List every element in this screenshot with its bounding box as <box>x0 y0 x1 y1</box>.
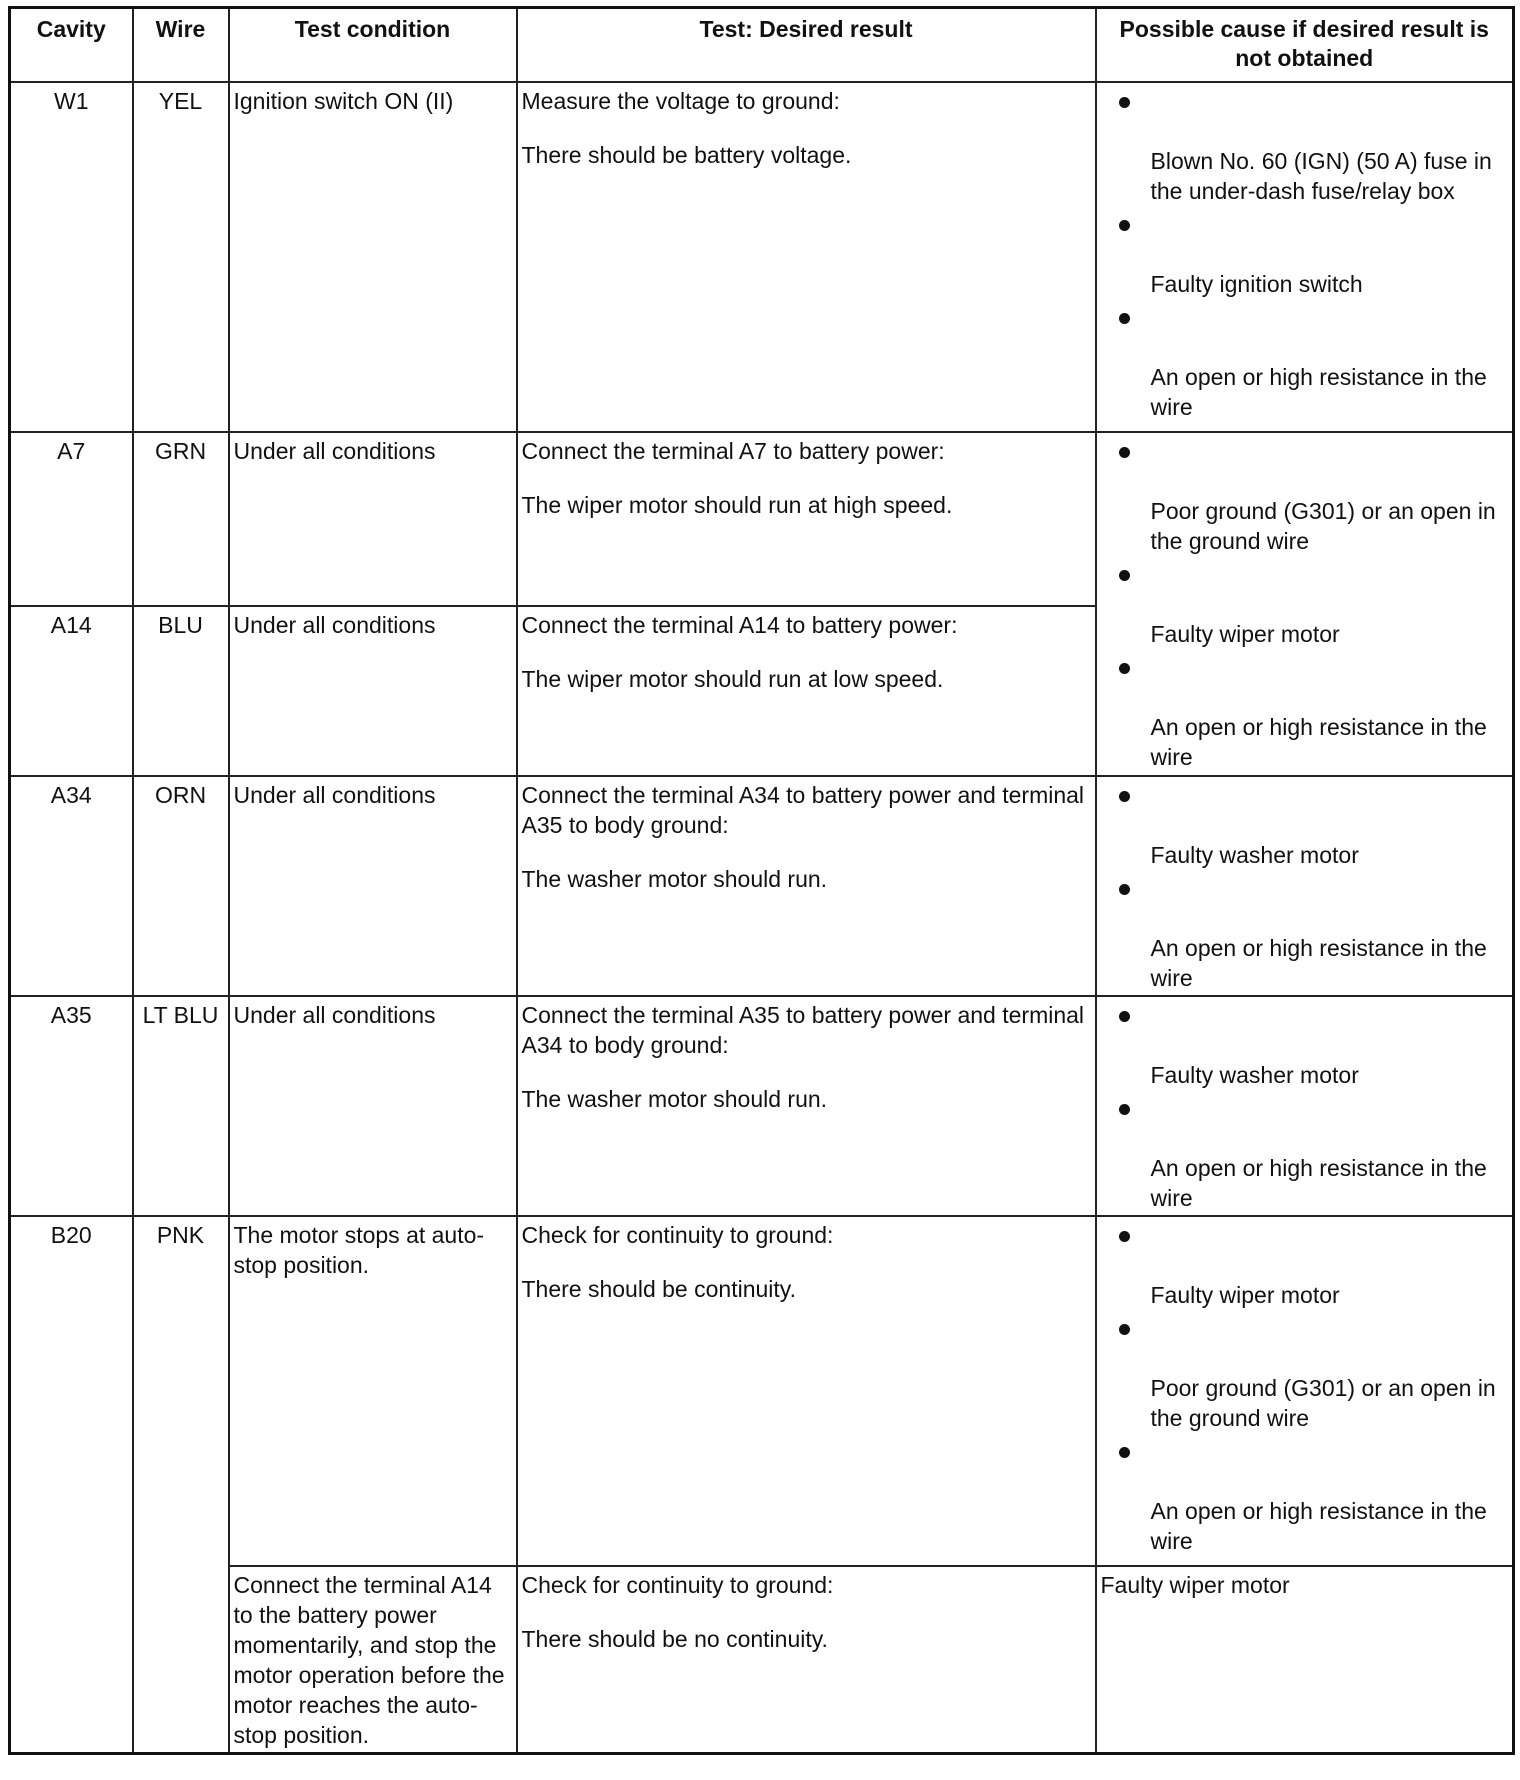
wire-cell: PNK <box>133 1216 229 1754</box>
desired-result: There should be battery voltage. <box>521 142 852 168</box>
test-instruction: Connect the terminal A14 to battery power: <box>521 612 958 638</box>
condition-cell: The motor stops at auto-stop position. <box>229 1216 517 1566</box>
result-cell <box>517 606 1096 776</box>
bullet-icon <box>1119 1324 1130 1335</box>
bullet-icon <box>1119 1447 1130 1458</box>
header-test-condition: Test condition <box>229 8 517 83</box>
bullet-icon <box>1119 97 1130 108</box>
condition-cell: Under all conditions <box>229 606 517 776</box>
cause-item: An open or high resistance in the wire <box>1150 714 1487 770</box>
desired-result: The washer motor should run. <box>521 866 828 892</box>
cavity-cell: A14 <box>10 606 133 776</box>
result-cell <box>517 82 1096 432</box>
result-cell <box>517 1566 1096 1754</box>
cause-item: Faulty washer motor <box>1150 1062 1359 1088</box>
condition-cell: Under all conditions <box>229 996 517 1216</box>
bullet-icon <box>1119 1011 1130 1022</box>
cause-cell: Faulty wiper motor <box>1096 1566 1514 1754</box>
table-row <box>10 82 1514 432</box>
cavity-cell: A7 <box>10 432 133 606</box>
cause-item: Poor ground (G301) or an open in the ground wire <box>1150 1375 1496 1431</box>
table-row <box>10 1566 1514 1754</box>
condition-cell: Connect the terminal A14 to the battery power momentarily, and stop the motor operation before the motor reaches the auto-stop position. <box>229 1566 517 1754</box>
bullet-icon <box>1119 791 1130 802</box>
cavity-cell: B20 <box>10 1216 133 1754</box>
header-cavity: Cavity <box>10 8 133 83</box>
desired-result: There should be no continuity. <box>521 1626 828 1652</box>
wiper-motor-test-table <box>8 6 1515 1755</box>
bullet-icon <box>1119 447 1130 458</box>
wire-cell: ORN <box>133 776 229 996</box>
cause-item: Faulty washer motor <box>1150 842 1359 868</box>
cause-item: An open or high resistance in the wire <box>1150 1155 1487 1211</box>
bullet-icon <box>1119 313 1130 324</box>
bullet-icon <box>1119 1104 1130 1115</box>
bullet-icon <box>1119 570 1130 581</box>
cavity-cell: A34 <box>10 776 133 996</box>
cause-item: Poor ground (G301) or an open in the ground wire <box>1150 498 1496 554</box>
cause-cell <box>1096 996 1514 1216</box>
table-row <box>10 1216 1514 1566</box>
result-cell <box>517 432 1096 606</box>
wire-cell: LT BLU <box>133 996 229 1216</box>
header-desired-result: Test: Desired result <box>517 8 1096 83</box>
desired-result: The washer motor should run. <box>521 1086 828 1112</box>
condition-cell: Under all conditions <box>229 776 517 996</box>
wire-cell: BLU <box>133 606 229 776</box>
cause-item: Blown No. 60 (IGN) (50 A) fuse in the under-dash fuse/relay box <box>1150 148 1492 204</box>
header-wire: Wire <box>133 8 229 83</box>
bullet-icon <box>1119 1231 1130 1242</box>
test-instruction: Connect the terminal A35 to battery power and terminal A34 to body ground: <box>521 1002 1085 1058</box>
cause-cell <box>1096 776 1514 996</box>
condition-cell: Ignition switch ON (II) <box>229 82 517 432</box>
bullet-icon <box>1119 220 1130 231</box>
result-cell <box>517 776 1096 996</box>
test-instruction: Connect the terminal A34 to battery power and terminal A35 to body ground: <box>521 782 1085 838</box>
condition-cell: Under all conditions <box>229 432 517 606</box>
wire-cell: YEL <box>133 82 229 432</box>
wire-cell: GRN <box>133 432 229 606</box>
header-row <box>10 8 1514 83</box>
cause-cell <box>1096 1216 1514 1566</box>
result-cell <box>517 1216 1096 1566</box>
table-row <box>10 996 1514 1216</box>
cavity-cell: A35 <box>10 996 133 1216</box>
cause-item: An open or high resistance in the wire <box>1150 1498 1487 1554</box>
test-instruction: Check for continuity to ground: <box>521 1222 834 1248</box>
result-cell <box>517 996 1096 1216</box>
cause-item: An open or high resistance in the wire <box>1150 935 1487 991</box>
desired-result: The wiper motor should run at high speed. <box>521 492 953 518</box>
bullet-icon <box>1119 884 1130 895</box>
table-row <box>10 776 1514 996</box>
cause-item: Faulty ignition switch <box>1150 271 1363 297</box>
test-instruction: Connect the terminal A7 to battery power: <box>521 438 945 464</box>
desired-result: The wiper motor should run at low speed. <box>521 666 944 692</box>
table-row <box>10 432 1514 606</box>
cause-item: An open or high resistance in the wire <box>1150 364 1487 420</box>
cause-item: Faulty wiper motor <box>1150 621 1340 647</box>
desired-result: There should be continuity. <box>521 1276 796 1302</box>
test-instruction: Measure the voltage to ground: <box>521 88 840 114</box>
cavity-cell: W1 <box>10 82 133 432</box>
bullet-icon <box>1119 663 1130 674</box>
test-instruction: Check for continuity to ground: <box>521 1572 834 1598</box>
cause-cell <box>1096 82 1514 432</box>
cause-cell <box>1096 432 1514 776</box>
header-possible-cause: Possible cause if desired result is not obtained <box>1096 8 1514 83</box>
cause-item: Faulty wiper motor <box>1150 1282 1340 1308</box>
